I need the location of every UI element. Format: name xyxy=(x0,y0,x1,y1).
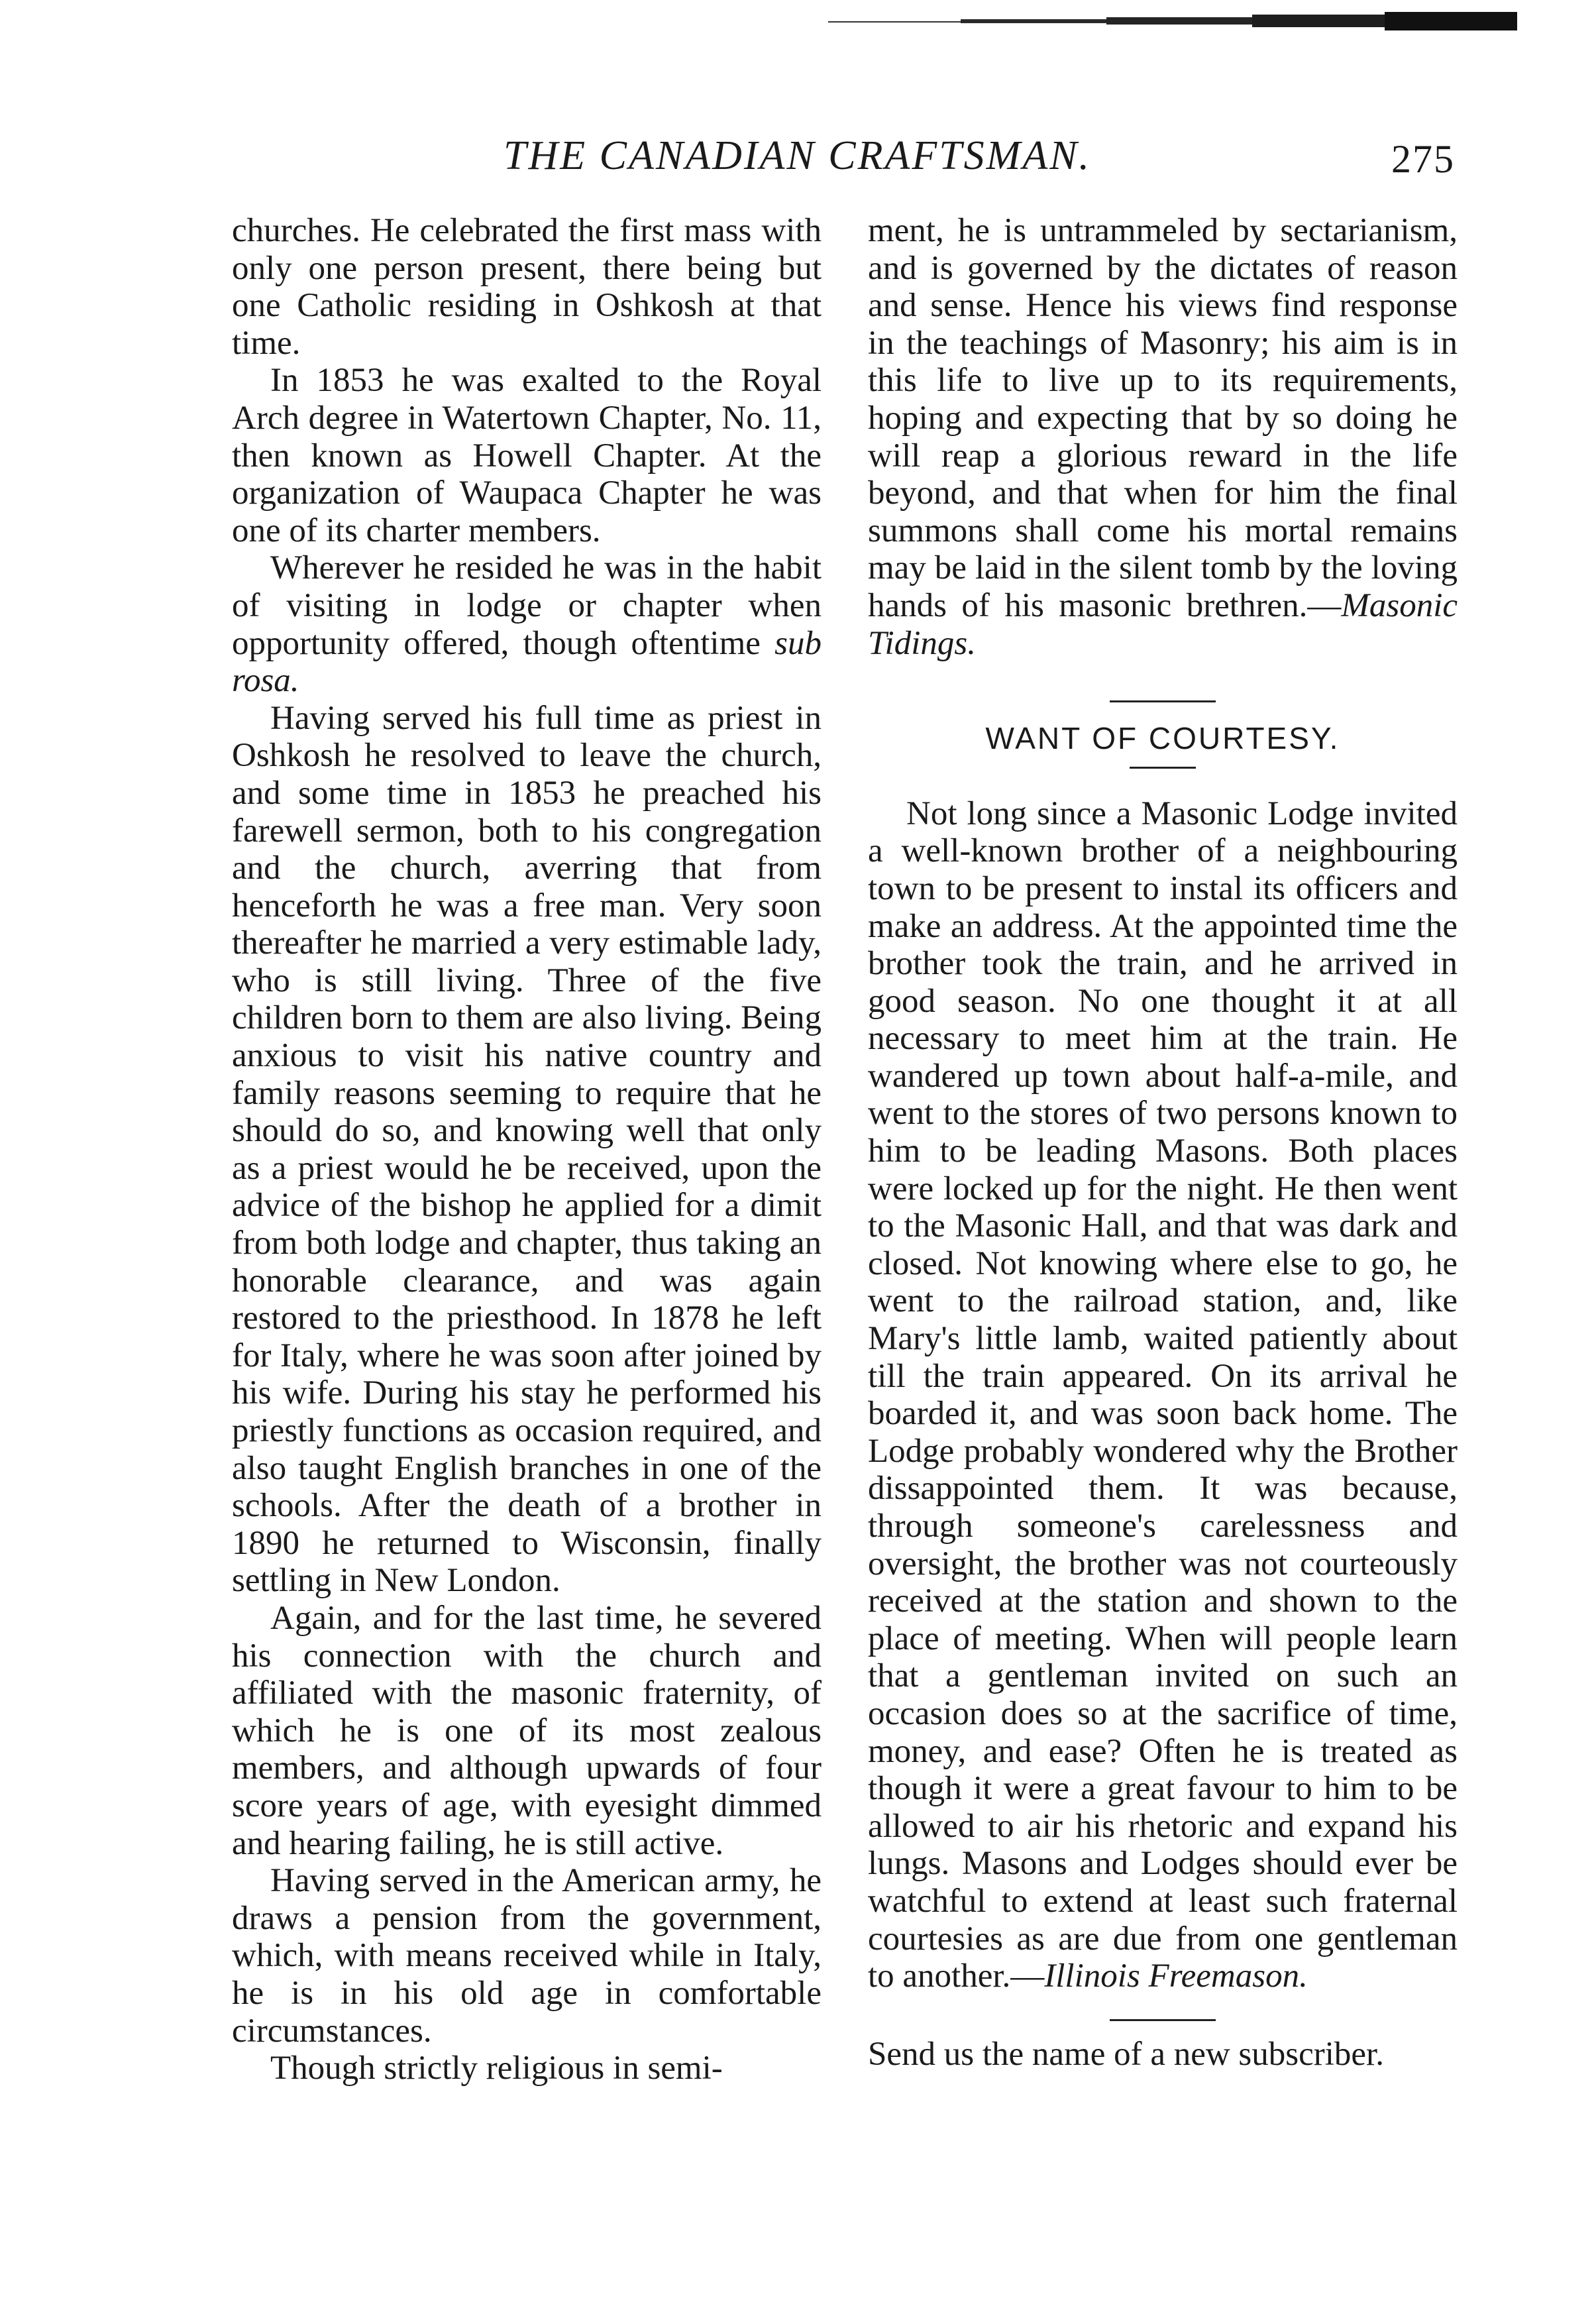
paragraph: Having served in the American army, he draws a pension from the government, which, with means received while in Italy, he is in his old age in comfortable circumstances. xyxy=(232,1862,822,2050)
paragraph: Though strictly religious in semi- xyxy=(270,2050,723,2087)
section-divider xyxy=(1110,700,1216,702)
italic-phrase: sub rosa. xyxy=(232,624,822,700)
paragraph xyxy=(232,549,822,699)
page-header xyxy=(0,133,1596,186)
subscriber-notice: Send us the name of a new subscriber. xyxy=(868,2035,1384,2073)
section-heading: WANT OF COURTESY. xyxy=(985,721,1340,756)
source-citation: Masonic Tidings. xyxy=(868,586,1458,662)
paragraph: In 1853 he was exalted to the Royal Arch degree in Watertown Chapter, No. 11, then known as Howell Chapter. At the organization of Waupaca Chapter he was one of its charter members. xyxy=(232,362,822,549)
page-number: 275 xyxy=(1391,137,1455,181)
right-column xyxy=(868,212,1458,2073)
paragraph-text: Wherever he resided he was in the habit of visiting in lodge or chapter when opportunity offered, though oftentime xyxy=(232,549,822,662)
heading-underline xyxy=(1130,767,1196,769)
paragraph-text: ment, he is untrammeled by sectarianism, and is governed by the dictates of reason and sense. Hence his views find response in the teachings of Masonry; his aim is in this life to live up to its requirements, hoping and expecting that by so doing he will reap a glorious reward in the life beyond, and that when for him the final summons shall come his mortal remains may be laid in the silent tomb by the loving hands of his masonic brethren.— xyxy=(868,212,1458,624)
running-title: THE CANADIAN CRAFTSMAN. xyxy=(504,133,1092,178)
left-column xyxy=(232,212,822,2087)
paragraph: Having served his full time as priest in Oshkosh he resolved to leave the church, and some time in 1853 he preached his farewell sermon, both to his congregation and the church, averring that from henceforth he was a free man. Very soon thereafter he married a very estimable lady, who is still living. Three of the five children born to them are also living. Being anxious to visit his native country and family reasons seeming to require that he should do so, and knowing well that only as a priest would he be received, upon the advice of the bishop he applied for a dimit from both lodge and chapter, thus taking an honorable clearance, and was again restored to the priesthood. In 1878 he left for Italy, where he was soon after joined by his wife. During his stay he performed his priestly functions as occasion required, and also taught English branches in one of the schools. After the death of a brother in 1890 he returned to Wisconsin, finally settling in New London. xyxy=(232,699,822,1600)
paragraph: churches. He celebrated the first mass with only one person present, there being but one Catholic residing in Oshkosh at that time. xyxy=(232,212,822,362)
section-divider xyxy=(1110,2019,1216,2021)
paragraph: Again, and for the last time, he severed his connection with the church and affiliated with the masonic fraternity, of which he is one of its most zealous members, and although upwards of four score years of age, with eyesight dimmed and hearing failing, he is still active. xyxy=(232,1599,822,1862)
paragraph xyxy=(868,795,1458,1995)
source-citation: Illinois Freemason. xyxy=(1044,1958,1308,1995)
paragraph xyxy=(868,212,1458,662)
top-decorative-rule xyxy=(828,12,1517,32)
paragraph-text: Not long since a Masonic Lodge invited a well-known brother of a neighbouring town to be present to instal its officers and make an address. At the appointed time the brother took the train, and he arrived in good season. No one thought it at all necessary to meet him at the train. He wandered up town about half-a-mile, and went to the stores of two persons known to him to be leading Masons. Both places were locked up for the night. He then went to the Masonic Hall, and that was dark and closed. Not knowing where else to go, he went to the railroad station, and, like Mary's little lamb, waited patiently about till the train appeared. On its arrival he boarded it, and was soon back home. The Lodge probably wondered why the Brother dissappointed them. It was because, through someone's carelessness and oversight, the brother was not courteously received at the station and shown to the place of meeting. When will people learn that a gentleman invited on such an occasion does so at the sacrifice of time, money, and ease? Often he is treated as though it were a great favour to him to be allowed to air his rhetoric and expand his lungs. Masons and Lodges should ever be watchful to extend at least such fraternal courtesies as are due from one gentleman to another.— xyxy=(868,795,1458,1995)
